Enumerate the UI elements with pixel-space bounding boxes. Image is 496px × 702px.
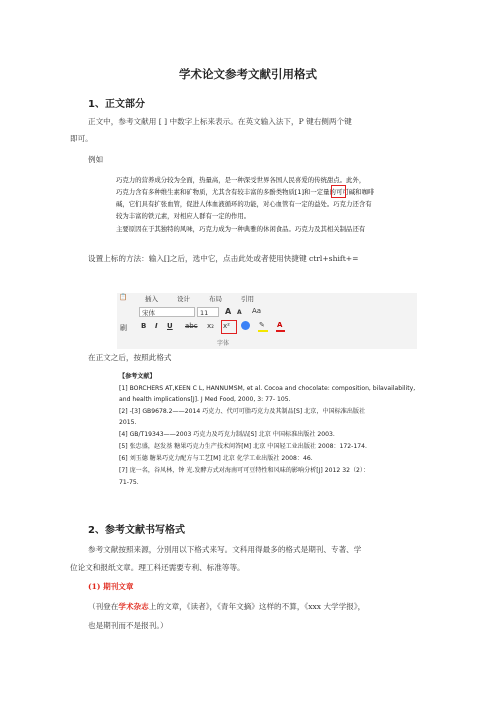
format-painter-button[interactable]: 刷 (120, 324, 127, 332)
paragraph-line: 也是期刊而不是报刊。） (88, 621, 168, 630)
reference-item: [7] 庞一名，谷风林，钟 光.发酵方式对海南可可豆特性和风味的影响分析[J] 2012 32（2）： (119, 467, 370, 474)
bold-button[interactable]: B (141, 322, 147, 330)
subscript-button[interactable]: x₂ (207, 322, 214, 330)
font-color-bar (276, 330, 285, 332)
change-case-button[interactable]: Aa (252, 307, 262, 315)
superscript-button[interactable]: x² (223, 322, 230, 330)
font-size-select[interactable]: 11 (197, 307, 219, 317)
italic-button[interactable]: I (155, 322, 158, 330)
grow-font-button[interactable]: A (225, 307, 232, 316)
paste-icon: 📋 (119, 293, 128, 301)
reference-item: 2015. (119, 419, 137, 426)
reference-item: [1] BORCHERS AT,KEEN C L, HANNUMSM, et al. Cocoa and chocolate: composition, bilavailability, (119, 385, 416, 392)
emphasis-text: 学术杂志 (118, 602, 149, 611)
example-line: 主要原因在于其独特的风味，巧克力成为一种典雅的休闲食品。巧克力及其相关制品还有 (116, 225, 366, 233)
references-screenshot (119, 372, 439, 500)
strikethrough-button[interactable]: abc (185, 322, 198, 330)
shrink-font-button[interactable]: A (237, 309, 242, 316)
reference-item: 71-75. (119, 479, 139, 486)
paragraph-line (88, 601, 365, 612)
example-line: 较为丰富的铁元素，对相应人群有一定的作用。 (116, 212, 251, 220)
subsection-heading: (1) 期刊文章 (88, 582, 134, 591)
highlight-color-bar (258, 330, 268, 332)
tab-design[interactable]: 设计 (177, 295, 190, 303)
paragraph-line: 即可。 (70, 134, 93, 143)
example-screenshot (116, 175, 436, 245)
example-line: 巧克力含有多种维生素和矿物质，尤其含有较丰富的多酚类物质[1]和一定量的可可碱和咖啡 (116, 188, 375, 196)
reference-item: [6] 刘玉德 糖果巧克力配方与工艺[M] 北京 化学工业出版社 2008：46. (119, 455, 313, 462)
example-line: 巧克力的营养成分较为全面，热量高，是一种深受世界各国人民喜爱的传统甜点。此外， (116, 176, 366, 184)
superscript-highlight-box (331, 185, 346, 198)
reference-item: [4] GB/T19343——2003 巧克力及巧克力制品[S] 北京 中国标准出版社 2003. (119, 431, 335, 438)
reference-item: [5] 张忠盛，赵发基 糖果巧克力生产技术问答[M] 北京 中国轻工业出版社 2008：172-174. (119, 443, 367, 450)
font-name-select[interactable]: 宋体 (139, 307, 195, 317)
font-group-label: 字体 (217, 340, 230, 347)
highlight-icon[interactable]: ✎ (259, 321, 265, 329)
reference-item: [2] -[3] GB9678.2——2014 巧克力、代可可脂巧克力及其制品[S] 北京，中国标准出版社 (119, 408, 366, 415)
tab-layout[interactable]: 布局 (209, 295, 222, 303)
after-label: 在正文之后，按照此格式 (88, 353, 172, 362)
paragraph-text: 上的文章，《读者》，《青年文摘》这样的不算，《xxx 大学学报》， (148, 602, 366, 611)
reference-item: and health implications[J]. J Med Food, 2000, 3: 77- 105. (119, 396, 291, 403)
paragraph-line: 参考文献按照来源，分別用以下格式来写。文科用得最多的格式是期刊、专著、学 (88, 545, 362, 554)
page-title: 学术论文参考文献引用格式 (179, 67, 317, 81)
tab-insert[interactable]: 插入 (145, 295, 158, 303)
section2-heading: 2、参考文献书写格式 (88, 525, 185, 536)
underline-button[interactable]: U (167, 322, 173, 330)
references-heading: 【参考文献】 (119, 373, 156, 380)
paragraph-line: 正文中，参考文献用 [ ] 中数字上标来表示。在英文输入法下，P 键右侧两个键 (88, 117, 352, 126)
example-line: 碱，它们具有扩张血管，促进人体血液循环的功能，对心血管有一定的益处。巧克力还含有 (116, 200, 372, 208)
paragraph-line: 位论文和报纸文章。理工科还需要专利、标准等等。 (70, 563, 245, 572)
font-color-icon[interactable]: A (277, 321, 283, 329)
example-label: 例如 (88, 155, 104, 164)
section1-heading: 1、正文部分 (88, 99, 145, 110)
tab-references[interactable]: 引用 (241, 295, 254, 303)
word-ribbon (117, 293, 417, 349)
instruction-line: 设置上标的方法：输入[]之后，选中它，点击此处或者使用快捷键 ctrl+shift+= (88, 254, 359, 263)
paragraph-text: （刊登在 (88, 602, 119, 611)
text-effects-icon[interactable] (241, 321, 250, 330)
